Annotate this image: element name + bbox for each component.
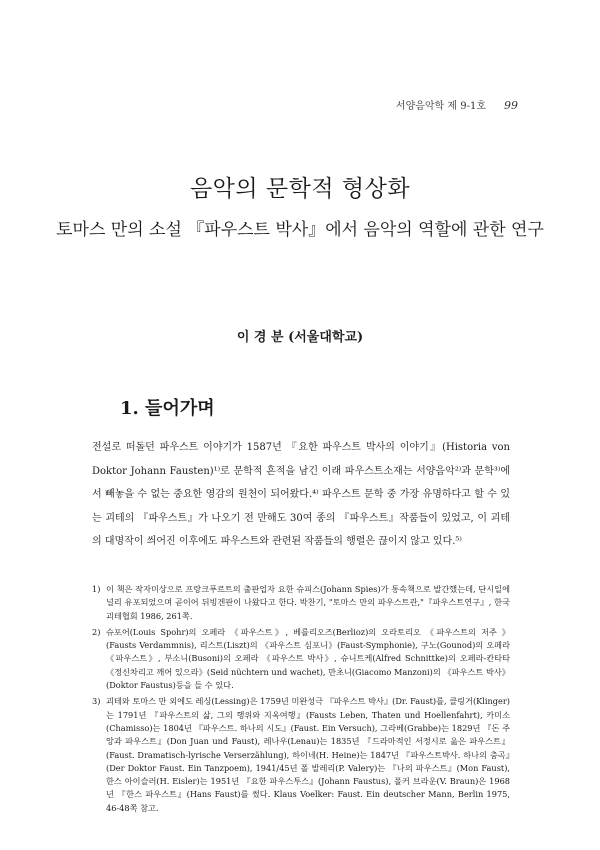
footnote-number: 2) [92, 626, 101, 637]
running-header [396, 97, 518, 112]
article-title: 음악의 문학적 형상화 [189, 176, 411, 202]
article-subtitle: 토마스 만의 소설 『파우스트 박사』에서 음악의 역할에 관한 연구 [56, 220, 544, 240]
footnote [92, 695, 510, 815]
body-paragraph: 전설로 떠돌던 파우스트 이야기가 1587년 『요한 파우스트 박사의 이야기』(Historia von Doktor Johann Fausten)¹⁾로 문학적 흔적을 남긴 이래 파우스트소재는 서양음악²⁾과 문학³⁾에서 빼놓을 수 없는 중요한 영감의 원천이 되어왔다.⁴⁾ 파우스트 문학 중 가장 유명하다고 할 수 있는 괴테의 『파우스트』가 나오기 전 만해도 30여 종의 『파우스트』작품들이 있었고, 이 괴테의 대명작이 씌어진 이후에도 파우스트와 관련된 작품들의 행렬은 끊이지 않고 있다.⁵⁾ [92, 442, 510, 548]
journal-name: 서양음악학 제 9-1호 [395, 101, 486, 112]
footnote-number: 3) [92, 696, 101, 707]
author-line: 이 경 분 (서울대학교) [236, 330, 364, 345]
footnotes [92, 583, 510, 818]
footnote [92, 626, 510, 692]
footnote-text: 괴테와 토마스 만 외에도 레싱(Lessing)은 1759년 미완성극 『파우스트 박사』(Dr. Faust)를, 클링거(Klinger)는 1791년 『파우스트의 삶, 그의 행위와 지옥여행』(Fausts Leben, Thaten und Hoellenfahrt), 카미소(Chamisso)는 1804년 『파우스트. 하나의 시도』(Faust. Ein Versuch), 그라베(Grabbe)는 1829년 『돈 주앙과 파우스트』(Don Juan und Faust), 레나우(Lenau)는 1835년 『드라마적인 서정시로 읊은 파우스트』(Faust. Dramatisch-lyrische Verserzählung), 하이네(H. Heine)는 1847년 『파우스트박사. 하나의 춤곡』(Der Doktor Faust. Ein Tanzpoem), 1941/45년 폴 발레리(P. Valery)는 『나의 파우스트』(Mon Faust), 한스 아이슬러(H. Eisler)는 1951년 『요한 파우스투스』(Johann Faustus), 폴커 브라운(V. Braun)은 1968년 『한스 파우스트』(Hans Faust)를 썼다. Klaus Voelker: Faust. Ein deutscher Mann, Berlin 1975, 46-48쪽 참고. [106, 696, 510, 813]
body-paragraph-block [92, 436, 510, 554]
footnote-text: 이 책은 작자미상으로 프랑크푸르트의 출판업자 요한 슈피스(Johann Spies)가 통속책으로 발간했는데, 단시일에 널리 유포되었으며 곧이어 뒤빙겐판이 나왔다고 한다. 박찬기, "토마스 만의 파우스트관,"『파우스트연구』, 한국괴테협회 1986, 261쪽. [106, 584, 510, 621]
footnote [92, 583, 510, 623]
footnote-number: 1) [92, 584, 101, 594]
section-heading: 1. 들어가며 [120, 398, 215, 419]
page-number: 99 [504, 99, 518, 112]
footnote-text: 슈포어(Louis Spohr)의 오페라 《파우스트》, 베를리오즈(Berlioz)의 오라토리오 《파우스트의 저주 》(Fausts Verdammnis), 리스트(Liszt)의 《파우스트 심포니》(Faust-Symphonie), 구노(Gounod)의 오페라 《파우스트》, 부소니(Busoni)의 오페라 《파우스트 박사》, 슈니트케(Alfred Schnittke)의 오페라-칸타타 《정신차리고 깨어 있으라》(Seid nüchtern und wachet), 만초니(Giacomo Manzoni)의 《파우스트 박사》(Doktor Faustus)등을 들 수 있다. [106, 626, 510, 691]
